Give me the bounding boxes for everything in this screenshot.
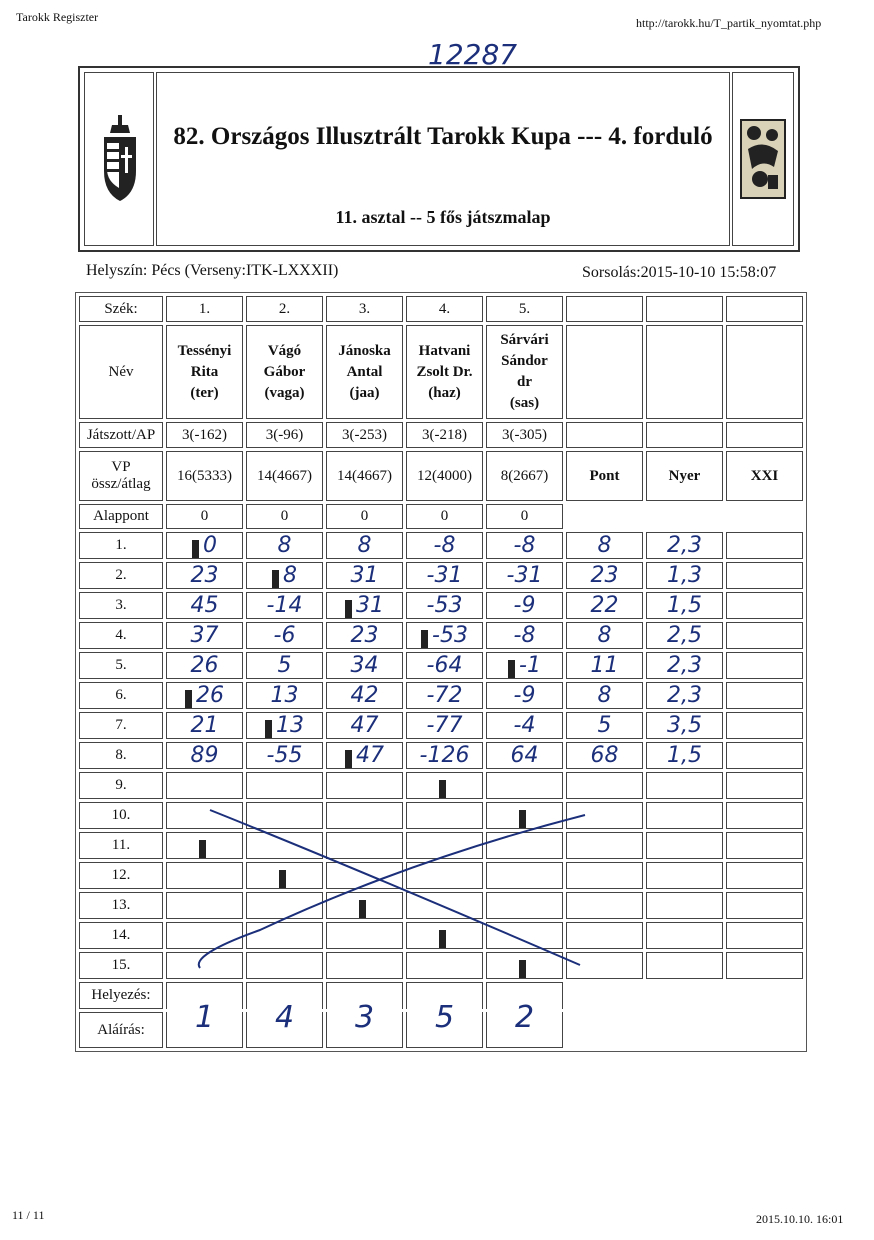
played-label: Játszott/AP [79, 422, 163, 448]
player-name [406, 325, 483, 419]
round-pont-cell [566, 592, 643, 619]
signature-cell [166, 1000, 243, 1048]
seat-label: Szék: [79, 296, 163, 322]
pont-header: Pont [566, 451, 643, 501]
dealer-marker-icon [345, 600, 352, 618]
round-score-cell [326, 682, 403, 709]
player-name-line: (vaga) [264, 384, 305, 401]
player-name-line: dr [517, 374, 532, 390]
round-nyer: 1,3 [667, 563, 702, 588]
round-xxi-cell [726, 892, 803, 919]
round-score: 47 [350, 713, 379, 738]
signature-cell [246, 1000, 323, 1048]
round-pont-cell [566, 742, 643, 769]
round-score: -55 [266, 743, 303, 768]
empty-header-cell [646, 296, 723, 322]
round-nyer-cell [646, 622, 723, 649]
round-score-cell [246, 592, 323, 619]
dealer-marker-icon [272, 570, 279, 588]
round-score-cell [166, 742, 243, 769]
page-subtitle: 11. asztal -- 5 fős játszmalap [335, 207, 551, 227]
round-nyer-cell [646, 892, 723, 919]
table-row [79, 504, 803, 529]
round-number: 12. [79, 862, 163, 889]
round-score: -53 [432, 623, 468, 648]
round-score-cell [486, 712, 563, 739]
draw-info: Sorsolás:2015-10-10 15:58:07 [582, 264, 777, 281]
round-score: 0 [203, 533, 217, 558]
round-nyer-cell [646, 562, 723, 589]
round-nyer-cell [646, 712, 723, 739]
round-score: 21 [190, 713, 219, 738]
round-score-cell [166, 532, 243, 559]
round-score: 5 [277, 653, 292, 678]
round-score: -4 [513, 713, 536, 738]
round-number: 3. [79, 592, 163, 619]
round-score: 8 [277, 533, 292, 558]
round-nyer: 1,5 [667, 743, 702, 768]
handwritten-number: 12287 [428, 38, 518, 71]
played-value: 3(-253) [326, 422, 403, 448]
placement-label: Helyezés: [79, 982, 163, 1009]
round-score-cell [246, 742, 323, 769]
round-score: -126 [419, 743, 470, 768]
round-score-cell [406, 622, 483, 649]
tarokk-card-icon [740, 119, 786, 199]
coat-of-arms-icon [90, 113, 150, 213]
table-row [79, 325, 803, 419]
base-value: 0 [166, 504, 243, 529]
round-xxi-cell [726, 652, 803, 679]
empty-header-cell [646, 422, 723, 448]
round-nyer: 1,5 [667, 593, 702, 618]
table-row [79, 1012, 803, 1048]
player-name [326, 325, 403, 419]
round-pont-cell [566, 652, 643, 679]
round-score: -9 [513, 683, 536, 708]
round-nyer-cell [646, 802, 723, 829]
base-value: 0 [486, 504, 563, 529]
round-pont: 11 [590, 653, 619, 678]
round-pont-cell [566, 532, 643, 559]
vp-value: 12(4000) [406, 451, 483, 501]
round-score: -72 [426, 683, 463, 708]
player-name-line: Sárvári [500, 332, 549, 348]
played-value: 3(-162) [166, 422, 243, 448]
round-score-cell [326, 652, 403, 679]
round-xxi-cell [726, 742, 803, 769]
blank-cell [726, 504, 803, 529]
round-score: -8 [433, 533, 456, 558]
round-score-cell [326, 742, 403, 769]
round-number: 6. [79, 682, 163, 709]
round-xxi-cell [726, 922, 803, 949]
empty-header-cell [726, 325, 803, 419]
round-nyer-cell [646, 592, 723, 619]
round-score-cell [246, 682, 323, 709]
round-score-cell [246, 712, 323, 739]
played-value: 3(-218) [406, 422, 483, 448]
round-score-cell [406, 742, 483, 769]
dealer-marker-icon [185, 690, 192, 708]
round-number: 10. [79, 802, 163, 829]
round-score: 64 [510, 743, 539, 768]
round-xxi-cell [726, 802, 803, 829]
table-row [79, 712, 803, 739]
xxi-header: XXI [726, 451, 803, 501]
round-nyer-cell [646, 682, 723, 709]
placement-value: 5 [434, 1000, 455, 1035]
blank-cell [726, 982, 803, 1009]
round-score: -53 [426, 593, 463, 618]
round-score-cell [486, 742, 563, 769]
player-name-line: Antal [346, 363, 383, 380]
round-score-cell [326, 622, 403, 649]
round-nyer-cell [646, 922, 723, 949]
seat-number: 4. [406, 296, 483, 322]
round-score-cell [406, 562, 483, 589]
player-name-line: Gábor [263, 363, 306, 380]
round-pont: 68 [590, 743, 619, 768]
round-score-cell [406, 712, 483, 739]
round-number: 13. [79, 892, 163, 919]
round-score-cell [486, 592, 563, 619]
round-number: 5. [79, 652, 163, 679]
round-score: 8 [283, 563, 297, 588]
round-nyer: 2,3 [667, 683, 702, 708]
round-score-cell [486, 652, 563, 679]
round-score-cell [166, 682, 243, 709]
round-number: 11. [79, 832, 163, 859]
round-score: 42 [350, 683, 379, 708]
round-pont-cell [566, 622, 643, 649]
player-name-line: (sas) [509, 395, 540, 411]
round-score-cell [246, 532, 323, 559]
title-box [78, 66, 800, 252]
round-score: -77 [426, 713, 463, 738]
round-score-cell [406, 682, 483, 709]
base-value: 0 [326, 504, 403, 529]
round-score: 26 [190, 653, 219, 678]
player-name-line: (haz) [428, 384, 461, 401]
player-name-line: Hatvani [418, 342, 471, 359]
round-score-cell [166, 652, 243, 679]
blank-cell [646, 504, 723, 529]
blank-cell [646, 1012, 723, 1048]
player-name-line: Zsolt Dr. [416, 363, 473, 380]
placement-value: 2 [514, 1000, 535, 1035]
vp-value: 8(2667) [486, 451, 563, 501]
player-name [246, 325, 323, 419]
round-pont: 23 [590, 563, 619, 588]
player-name-line: (ter) [190, 384, 219, 401]
round-xxi-cell [726, 862, 803, 889]
played-value: 3(-96) [246, 422, 323, 448]
tarokk-card-cell [732, 72, 794, 246]
table-row [79, 742, 803, 769]
round-number: 4. [79, 622, 163, 649]
round-nyer: 2,3 [667, 653, 702, 678]
round-score-cell [486, 622, 563, 649]
seat-number: 2. [246, 296, 323, 322]
round-score: 89 [190, 743, 219, 768]
round-xxi-cell [726, 712, 803, 739]
round-score-cell [246, 562, 323, 589]
round-score-cell [326, 562, 403, 589]
table-row [79, 296, 803, 322]
base-label: Alappont [79, 504, 163, 529]
location-info: Helyszín: Pécs (Verseny:ITK-LXXXII) [86, 262, 339, 279]
round-pont: 8 [597, 533, 612, 558]
round-score-cell [406, 652, 483, 679]
empty-header-cell [566, 296, 643, 322]
table-row [79, 532, 803, 559]
blank-cell [566, 1012, 643, 1048]
player-name-line: Sándor [501, 353, 548, 369]
round-xxi-cell [726, 532, 803, 559]
cross-out-mark [160, 790, 600, 980]
round-score: 31 [356, 593, 384, 618]
seat-number: 1. [166, 296, 243, 322]
empty-header-cell [646, 325, 723, 419]
player-name-line: Rita [190, 363, 219, 380]
round-score: -31 [506, 563, 543, 588]
round-score-cell [246, 652, 323, 679]
blank-cell [566, 982, 643, 1009]
round-score-cell [166, 592, 243, 619]
round-nyer-cell [646, 772, 723, 799]
round-number: 14. [79, 922, 163, 949]
signature-label: Aláírás: [79, 1012, 163, 1048]
empty-header-cell [566, 422, 643, 448]
round-score-cell [326, 532, 403, 559]
name-label: Név [79, 325, 163, 419]
round-xxi-cell [726, 952, 803, 979]
round-xxi-cell [726, 562, 803, 589]
blank-cell [726, 1012, 803, 1048]
table-row [79, 682, 803, 709]
vp-value: 14(4667) [326, 451, 403, 501]
table-row [79, 422, 803, 448]
base-value: 0 [246, 504, 323, 529]
signature-cell [486, 1000, 563, 1048]
dealer-marker-icon [192, 540, 199, 558]
round-number: 1. [79, 532, 163, 559]
round-score-cell [486, 532, 563, 559]
round-score: 47 [356, 743, 384, 768]
round-score: 37 [190, 623, 219, 648]
round-score-cell [486, 682, 563, 709]
round-xxi-cell [726, 832, 803, 859]
round-score-cell [246, 622, 323, 649]
round-number: 2. [79, 562, 163, 589]
round-xxi-cell [726, 772, 803, 799]
round-score: 23 [190, 563, 219, 588]
round-score-cell [166, 562, 243, 589]
round-number: 9. [79, 772, 163, 799]
blank-cell [566, 504, 643, 529]
coat-of-arms-cell [84, 72, 154, 246]
round-pont: 22 [590, 593, 619, 618]
round-nyer-cell [646, 532, 723, 559]
round-pont-cell [566, 712, 643, 739]
round-nyer-cell [646, 832, 723, 859]
round-nyer-cell [646, 862, 723, 889]
round-pont: 8 [597, 623, 612, 648]
table-row [79, 451, 803, 501]
player-name-line: (jaa) [349, 384, 380, 401]
empty-header-cell [566, 325, 643, 419]
round-score-cell [406, 532, 483, 559]
round-score: 31 [350, 563, 379, 588]
round-score: 23 [350, 623, 379, 648]
round-score: -6 [273, 623, 296, 648]
print-datetime: 2015.10.10. 16:01 [756, 1212, 844, 1226]
player-name-line: Tessényi [177, 342, 232, 359]
round-pont-cell [566, 562, 643, 589]
round-score-cell [486, 562, 563, 589]
player-name [486, 325, 563, 419]
round-score-cell [326, 592, 403, 619]
round-score: -14 [266, 593, 303, 618]
round-nyer-cell [646, 952, 723, 979]
seat-number: 3. [326, 296, 403, 322]
round-score-cell [406, 592, 483, 619]
placement-value: 1 [194, 1000, 215, 1035]
round-score: 13 [270, 683, 299, 708]
nyer-header: Nyer [646, 451, 723, 501]
round-pont-cell [566, 682, 643, 709]
round-xxi-cell [726, 592, 803, 619]
round-score: 34 [350, 653, 379, 678]
round-number: 8. [79, 742, 163, 769]
dealer-marker-icon [265, 720, 272, 738]
round-score: 45 [190, 593, 219, 618]
round-score: 13 [276, 713, 304, 738]
signature-cell [326, 1000, 403, 1048]
vp-value: 16(5333) [166, 451, 243, 501]
round-pont: 8 [597, 683, 612, 708]
dealer-marker-icon [508, 660, 515, 678]
base-value: 0 [406, 504, 483, 529]
round-pont: 5 [597, 713, 612, 738]
vp-label-line: VP [111, 459, 131, 475]
played-value: 3(-305) [486, 422, 563, 448]
table-row [79, 592, 803, 619]
round-score: -31 [426, 563, 463, 588]
player-name [166, 325, 243, 419]
round-score: -64 [426, 653, 463, 678]
round-score: -1 [519, 653, 541, 678]
round-xxi-cell [726, 622, 803, 649]
vp-value: 14(4667) [246, 451, 323, 501]
placement-value: 4 [274, 1000, 295, 1035]
dealer-marker-icon [421, 630, 428, 648]
round-score: -8 [513, 623, 536, 648]
empty-header-cell [726, 296, 803, 322]
round-score-cell [326, 712, 403, 739]
player-name-line: Vágó [267, 342, 302, 359]
vp-label-line: össz/átlag [91, 476, 151, 492]
round-nyer: 2,3 [667, 533, 702, 558]
placement-value: 3 [354, 1000, 375, 1035]
table-row [79, 652, 803, 679]
seat-number: 5. [486, 296, 563, 322]
round-nyer: 2,5 [667, 623, 702, 648]
vp-label [79, 451, 163, 501]
player-name-line: Jánoska [338, 342, 391, 359]
round-score: 8 [357, 533, 372, 558]
round-score-cell [166, 622, 243, 649]
round-xxi-cell [726, 682, 803, 709]
signature-cell [406, 1000, 483, 1048]
round-number: 15. [79, 952, 163, 979]
title-cell [156, 72, 730, 246]
round-nyer-cell [646, 742, 723, 769]
dealer-marker-icon [345, 750, 352, 768]
round-score-cell [166, 712, 243, 739]
page-number: 11 / 11 [12, 1208, 45, 1222]
round-score: 26 [196, 683, 224, 708]
site-name: Tarokk Regiszter [16, 10, 99, 24]
round-nyer: 3,5 [667, 713, 702, 738]
page-title: 82. Országos Illusztrált Tarokk Kupa --- 4. forduló [173, 123, 713, 150]
table-row [79, 562, 803, 589]
round-number: 7. [79, 712, 163, 739]
page-url: http://tarokk.hu/T_partik_nyomtat.php [636, 16, 822, 30]
round-nyer-cell [646, 652, 723, 679]
blank-cell [646, 982, 723, 1009]
round-score: -9 [513, 593, 536, 618]
round-score: -8 [513, 533, 536, 558]
empty-header-cell [726, 422, 803, 448]
table-row [79, 622, 803, 649]
